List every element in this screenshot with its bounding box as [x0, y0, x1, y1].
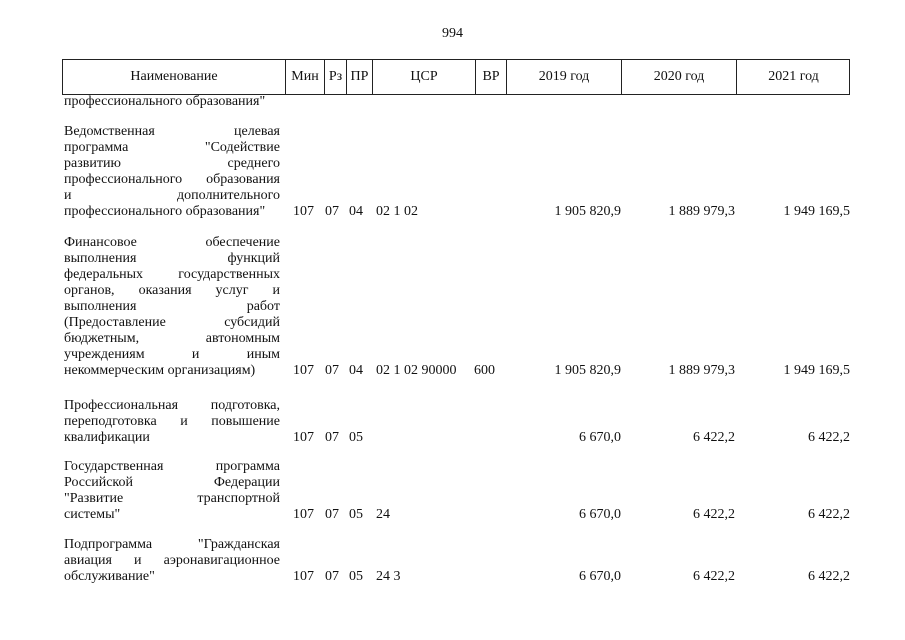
cell-min: 107 — [293, 430, 314, 445]
cell-y2021: 6 422,2 — [808, 507, 850, 522]
row-name — [64, 124, 280, 220]
cell-y2020: 6 422,2 — [693, 430, 735, 445]
header-2021: 2021 год — [736, 60, 850, 94]
cell-y2021: 6 422,2 — [808, 569, 850, 584]
row-name-line: выполнения работ — [64, 299, 280, 314]
row-name-line: некоммерческим организациям) — [64, 363, 256, 378]
cell-y2020: 1 889 979,3 — [668, 204, 735, 219]
cell-y2021: 1 949 169,5 — [783, 363, 850, 378]
cell-csr: 24 — [376, 507, 390, 522]
row-name-line: Профессиональная подготовка, — [64, 398, 280, 413]
cell-min: 107 — [293, 204, 314, 219]
cell-y2019: 6 670,0 — [579, 569, 621, 584]
cell-y2020: 6 422,2 — [693, 569, 735, 584]
header-name: Наименование — [130, 69, 218, 84]
row-name-line: "Развитие транспортной — [64, 491, 280, 506]
row-name-line: профессионального образования — [64, 172, 280, 187]
header-rz: Рз — [324, 60, 346, 94]
header-vr: ВР — [475, 60, 506, 94]
cell-pr: 05 — [349, 569, 363, 584]
row-name-line: системы" — [64, 507, 121, 522]
cell-pr: 05 — [349, 507, 363, 522]
cell-rz: 07 — [325, 363, 339, 378]
row-name-line: Финансовое обеспечение — [64, 235, 280, 250]
header-2019: 2019 год — [506, 60, 621, 94]
cell-rz: 07 — [325, 204, 339, 219]
row-name-line: программа "Содействие — [64, 140, 280, 155]
row-name-line: Ведомственная целевая — [64, 124, 280, 139]
header-2020: 2020 год — [621, 60, 736, 94]
cell-y2019: 1 905 820,9 — [554, 363, 621, 378]
row-name-line: авиация и аэронавигационное — [64, 553, 280, 568]
cell-pr: 04 — [349, 204, 363, 219]
row-name-line: Российской Федерации — [64, 475, 280, 490]
row-name-line: переподготовка и повышение — [64, 414, 280, 429]
page-number: 994 — [442, 26, 463, 41]
cell-y2019: 6 670,0 — [579, 507, 621, 522]
header-min: Мин — [285, 60, 324, 94]
row-name — [64, 398, 280, 446]
cell-y2021: 1 949 169,5 — [783, 204, 850, 219]
cell-y2020: 1 889 979,3 — [668, 363, 735, 378]
header-csr: ЦСР — [372, 60, 475, 94]
row-name-line: выполнения функций — [64, 251, 280, 266]
cell-y2019: 1 905 820,9 — [554, 204, 621, 219]
row-name-line: обслуживание" — [64, 569, 155, 584]
cell-y2020: 6 422,2 — [693, 507, 735, 522]
cell-min: 107 — [293, 363, 314, 378]
cell-rz: 07 — [325, 430, 339, 445]
cell-csr: 02 1 02 90000 — [376, 363, 457, 378]
header-pr: ПР — [346, 60, 372, 94]
row-name-line: органов, оказания услуг и — [64, 283, 280, 298]
cell-csr: 24 3 — [376, 569, 401, 584]
cell-min: 107 — [293, 507, 314, 522]
row-name-line: Подпрограмма "Гражданская — [64, 537, 280, 552]
row-name-line: учреждениям и иным — [64, 347, 280, 362]
cell-csr: 02 1 02 — [376, 204, 418, 219]
row-name-line: развитию среднего — [64, 156, 280, 171]
table-header — [62, 59, 850, 95]
row-name — [64, 537, 280, 585]
row-name-line: профессионального образования" — [64, 204, 266, 219]
cell-pr: 05 — [349, 430, 363, 445]
cell-min: 107 — [293, 569, 314, 584]
cell-y2021: 6 422,2 — [808, 430, 850, 445]
row-name-line: и дополнительного — [64, 188, 280, 203]
row-name-line: федеральных государственных — [64, 267, 280, 282]
cell-pr: 04 — [349, 363, 363, 378]
row-name — [64, 235, 280, 379]
cell-vr: 600 — [474, 363, 495, 378]
row-name-line: квалификации — [64, 430, 150, 445]
row-name — [64, 459, 280, 523]
row-name-line: Государственная программа — [64, 459, 280, 474]
row-name-line: (Предоставление субсидий — [64, 315, 280, 330]
cell-rz: 07 — [325, 507, 339, 522]
row-name-line: бюджетным, автономным — [64, 331, 280, 346]
continuation-text: профессионального образования" — [64, 94, 266, 109]
cell-y2019: 6 670,0 — [579, 430, 621, 445]
cell-rz: 07 — [325, 569, 339, 584]
